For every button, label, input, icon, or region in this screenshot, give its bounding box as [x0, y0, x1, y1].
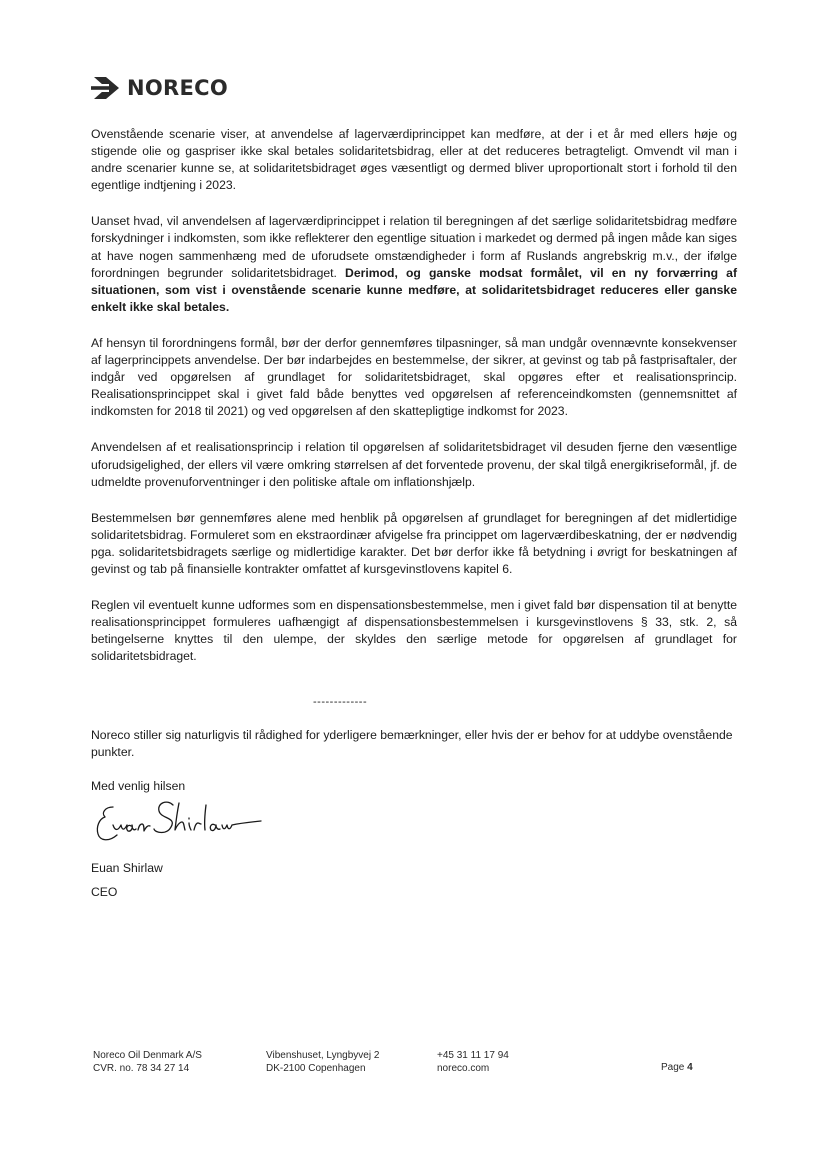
- paragraph-realisation: Anvendelsen af et realisationsprincip i relation til opgørelsen af solidaritetsbidraget vil desuden fjerne den væsentlige uforudsigelighed, der ellers vil være omkring størrelsen af det forventede provenu, der skal tilgå energikriseformål, jf. de udmeldte provenuforventninger i den politiske aftale om inflationshjælp.: [91, 440, 737, 489]
- page-label: Page: [661, 1062, 685, 1073]
- footer-address-line1: Vibenshuset, Lyngbyvej 2: [266, 1050, 380, 1061]
- regards-line: Med venlig hilsen: [91, 779, 186, 793]
- paragraph-regardless-text: Uanset hvad, vil anvendelsen af lagerværdiprincippet i relation til beregningen af det særlige solidaritetsbidrag medføre forskydninger i indkomsten, som ikke reflekterer den egentlige situation i markedet og dermed på ingen måde kan siges at have nogen sammenhæng med de uforudsete omstændigheder i form af Ruslands angrebskrig m.v., der ifølge forordningen begrunder solidaritetsbidraget.: [91, 214, 737, 280]
- signer-title: CEO: [91, 885, 118, 899]
- footer-cvr: CVR. no. 78 34 27 14: [93, 1063, 190, 1074]
- paragraph-dispensation: Reglen vil eventuelt kunne udformes som en dispensationsbestemmelse, men i givet fald bør dispensation til at benytte realisationsprincippet formuleres uafhængigt af dispensationsbestemmelsen i kursgevinstlovens § 33, stk. 2, så betingelserne knyttes til den ulempe, der skyldes den særlige metode for opgørelsen af grundlaget for solidaritetsbidraget.: [91, 598, 737, 664]
- signer-name: Euan Shirlaw: [91, 861, 163, 875]
- paragraph-regardless-bold: Derimod, og ganske modsat formålet, vil en ny forværring af situationen, som vist i ovenstående scenarie kunne medføre, at solidaritetsbidraget reduceres eller ganske enkelt ikke skal betales.: [91, 265, 738, 314]
- footer-address-line2: DK-2100 Copenhagen: [266, 1063, 366, 1074]
- page-number-value: 4: [687, 1062, 693, 1073]
- footer-address-block: [266, 1049, 379, 1075]
- footer-contact-block: [437, 1049, 509, 1075]
- paragraph-adjustments: Af hensyn til forordningens formål, bør der derfor gennemføres tilpasninger, så man undgår ovennævnte konsekvenser af lagerprincippets anvendelse. Der bør indarbejdes en bestemmelse, der sikrer, at gevinst og tab på fastprisaftaler, der indgår ved opgørelsen af grundlaget for solidaritetsbidraget, skal opgøres efter et realisationsprincip. Realisationsprincippet skal i givet fald både benyttes ved opgørelsen af referenceindkomsten (gennemsnittet af indkomsten for 2018 til 2021) og ved opgørelsen af den skattepligtige indkomst for 2023.: [91, 335, 737, 419]
- paragraph-regardless: [91, 213, 737, 316]
- paragraph-provision: Bestemmelsen bør gennemføres alene med henblik på opgørelsen af grundlaget for beregningen af det midlertidige solidaritetsbidrag. Formuleret som en ekstraordinær afvigelse fra princippet om lagerværdibeskatning, der er nødvendig pga. solidaritetsbidragets særlige og midlertidige karakter. Det bør derfor ikke få betydning i øvrigt for beskatningen af gevinst og tab på finansielle kontrakter omfattet af kursgevinstlovens kapitel 6.: [91, 510, 737, 576]
- section-separator: -------------: [313, 696, 368, 708]
- signature-image: [91, 797, 271, 862]
- paragraph-scenario: Ovenstående scenarie viser, at anvendelse af lagerværdiprincippet kan medføre, at der i et år med ellers høje og stigende olie og gaspriser ikke skal betales solidaritetsbidrag, eller at det reduceres betragteligt. Omvendt vil man i andre scenarier kunne se, at solidaritetsbidraget øges væsentligt og dermed bliver uproportionalt stort i forhold til den egentlige indtjening i 2023.: [91, 127, 737, 193]
- closing-paragraph: Noreco stiller sig naturligvis til rådighed for yderligere bemærkninger, eller hvis der er behov for at uddybe ovenstående punkter.: [91, 728, 733, 760]
- letter-body: [91, 126, 737, 665]
- page-number: [661, 1062, 693, 1073]
- noreco-logo: [89, 71, 228, 105]
- footer-company-block: [93, 1049, 202, 1075]
- footer-website-link[interactable]: noreco.com: [437, 1063, 490, 1074]
- noreco-arrow-icon: [89, 71, 123, 105]
- footer-company-name: Noreco Oil Denmark A/S: [93, 1050, 202, 1061]
- footer-phone: +45 31 11 17 94: [437, 1050, 509, 1061]
- logo-wordmark: NORECO: [127, 76, 229, 100]
